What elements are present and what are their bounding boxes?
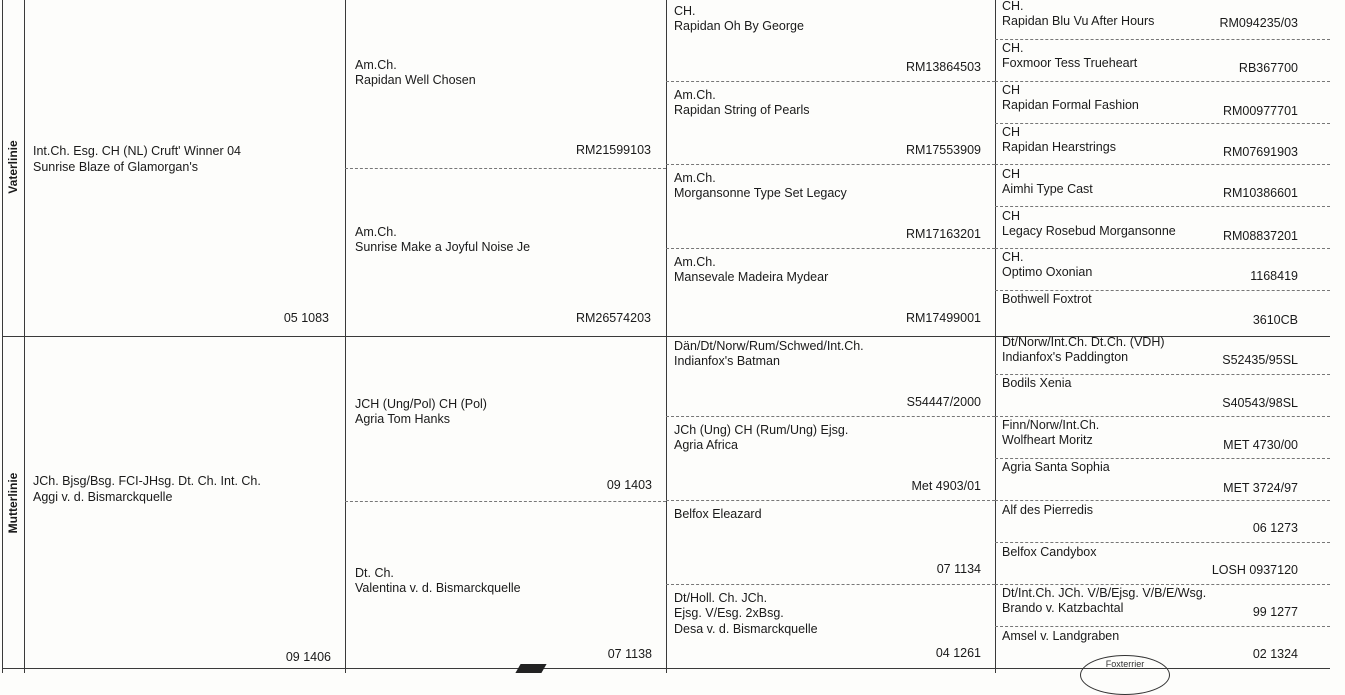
g4-name: Belfox Candybox (1002, 545, 1097, 559)
g2-cell (355, 169, 666, 336)
g4-name: Alf des Pierredis (1002, 503, 1094, 517)
g3-cell (674, 585, 995, 668)
g3-reg: 07 1134 (936, 562, 981, 576)
g3-cell (674, 501, 995, 584)
g4-cell (1002, 291, 1328, 336)
g4-reg: RM094235/03 (1219, 16, 1298, 30)
g3-reg: RM13864503 (905, 60, 981, 74)
g4-name: Indianfox's Paddington (1002, 350, 1129, 364)
g3-name: Agria Africa (674, 438, 738, 452)
g4-title: Dt/Norw/Int.Ch. Dt.Ch. (VDH) (1002, 335, 1165, 349)
g4-reg: 3610CB (1252, 313, 1298, 327)
g4-title: CH (1002, 125, 1021, 139)
g4-cell (1002, 337, 1328, 374)
g4-cell (1002, 543, 1328, 584)
g3-reg: Met 4903/01 (911, 479, 981, 493)
g4-title: CH. (1002, 250, 1024, 264)
g3-title: CH. (674, 4, 696, 18)
g4-reg: S52435/95SL (1222, 353, 1298, 367)
g1-reg: 09 1406 (285, 650, 331, 664)
g3-reg: RM17553909 (905, 143, 981, 157)
g3-title-2: Ejsg. V/Esg. 2xBsg. (674, 606, 784, 620)
g4-title: CH. (1002, 41, 1024, 55)
g2-name: Agria Tom Hanks (355, 412, 450, 426)
g4-name: Brando v. Katzbachtal (1002, 601, 1124, 615)
g4-reg: RM08837201 (1222, 229, 1298, 243)
g2-reg: RM21599103 (575, 143, 651, 157)
g2-title: Am.Ch. (355, 58, 397, 72)
g4-cell (1002, 459, 1328, 500)
g4-cell (1002, 249, 1328, 290)
g4-name: Wolfheart Moritz (1002, 433, 1093, 447)
g4-cell (1002, 40, 1328, 81)
g4-name: Optimo Oxonian (1002, 265, 1093, 279)
g2-reg: RM26574203 (575, 311, 651, 325)
g4-cell (1002, 585, 1328, 626)
g4-reg: RM10386601 (1222, 186, 1298, 200)
g4-reg: MET 3724/97 (1223, 481, 1298, 495)
g4-name: Bodils Xenia (1002, 376, 1072, 390)
g4-cell (1002, 417, 1328, 458)
g1-name: Sunrise Blaze of Glamorgan's (33, 160, 198, 174)
g2-title: Dt. Ch. (355, 566, 394, 580)
g2-title: JCH (Ung/Pol) CH (Pol) (355, 397, 487, 411)
side-label-mutterlinie: Mutterlinie (6, 472, 20, 534)
g1-reg: 05 1083 (283, 311, 329, 325)
g3-cell (674, 249, 995, 336)
g3-title: Dt/Holl. Ch. JCh. (674, 591, 768, 605)
g2-cell (355, 502, 666, 668)
g2-name: Valentina v. d. Bismarckquelle (355, 581, 521, 595)
g2-reg: 09 1403 (606, 478, 652, 492)
g2-cell (355, 0, 666, 168)
g2-cell (355, 337, 666, 501)
g4-cell (1002, 501, 1328, 542)
g3-name: Indianfox's Batman (674, 354, 780, 368)
g2-name: Sunrise Make a Joyful Noise Je (355, 240, 531, 254)
g4-name: Aimhi Type Cast (1002, 182, 1093, 196)
g4-reg: LOSH 0937120 (1211, 563, 1298, 577)
g1-cell (33, 0, 345, 336)
g3-title: Dän/Dt/Norw/Rum/Schwed/Int.Ch. (674, 339, 864, 353)
g4-reg: RB367700 (1238, 61, 1298, 75)
g3-name: Desa v. d. Bismarckquelle (674, 622, 818, 636)
g4-reg: RM07691903 (1222, 145, 1298, 159)
g4-name: Rapidan Formal Fashion (1002, 98, 1139, 112)
g4-reg: 06 1273 (1252, 521, 1298, 535)
side-label-vaterlinie: Vaterlinie (6, 140, 20, 194)
g3-name: Rapidan Oh By George (674, 19, 804, 33)
g3-cell (674, 0, 995, 81)
g3-reg: RM17163201 (905, 227, 981, 241)
g2-name: Rapidan Well Chosen (355, 73, 476, 87)
g3-title: Am.Ch. (674, 88, 716, 102)
g4-reg: 1168419 (1250, 269, 1298, 283)
g3-cell (674, 165, 995, 248)
scan-mark (515, 664, 546, 673)
g3-title: Am.Ch. (674, 255, 716, 269)
g4-cell (1002, 627, 1328, 668)
g4-name: Rapidan Blu Vu After Hours (1002, 14, 1155, 28)
g4-cell (1002, 82, 1328, 123)
g3-title: Am.Ch. (674, 171, 716, 185)
g2-reg: 07 1138 (607, 647, 652, 661)
g3-name: Mansevale Madeira Mydear (674, 270, 829, 284)
g4-reg: 99 1277 (1252, 605, 1298, 619)
g4-reg: RM00977701 (1222, 104, 1298, 118)
g3-name: Rapidan String of Pearls (674, 103, 810, 117)
g4-title: CH (1002, 209, 1021, 223)
g3-name: Morgansonne Type Set Legacy (674, 186, 847, 200)
g3-name: Belfox Eleazard (674, 507, 762, 521)
club-stamp: Foxterrier (1080, 655, 1170, 695)
g4-cell (1002, 165, 1328, 206)
g4-cell (1002, 207, 1328, 248)
g1-name: Aggi v. d. Bismarckquelle (33, 490, 173, 504)
g4-reg: S40543/98SL (1222, 396, 1298, 410)
g4-cell (1002, 375, 1328, 416)
g4-name: Agria Santa Sophia (1002, 460, 1110, 474)
g3-title: JCh (Ung) CH (Rum/Ung) Ejsg. (674, 423, 849, 437)
g3-reg: 04 1261 (935, 646, 981, 660)
g2-title: Am.Ch. (355, 225, 397, 239)
g4-cell (1002, 0, 1328, 39)
g3-cell (674, 82, 995, 164)
g4-title: CH (1002, 167, 1021, 181)
g1-title: Int.Ch. Esg. CH (NL) Cruft' Winner 04 (33, 144, 242, 158)
g4-title: CH (1002, 83, 1021, 97)
g4-title: Finn/Norw/Int.Ch. (1002, 418, 1100, 432)
g4-title: Dt/Int.Ch. JCh. V/B/Ejsg. V/B/E/Wsg. (1002, 586, 1207, 600)
g4-name: Amsel v. Landgraben (1002, 629, 1120, 643)
g3-cell (674, 337, 995, 416)
g4-title: CH. (1002, 0, 1024, 13)
g4-name: Bothwell Foxtrot (1002, 292, 1092, 306)
g3-reg: RM17499001 (905, 311, 981, 325)
g4-name: Rapidan Hearstrings (1002, 140, 1116, 154)
g1-title: JCh. Bjsg/Bsg. FCI-JHsg. Dt. Ch. Int. Ch. (33, 474, 261, 488)
g3-cell (674, 417, 995, 500)
g3-reg: S54447/2000 (906, 395, 981, 409)
g4-reg: 02 1324 (1252, 647, 1298, 661)
g4-name: Legacy Rosebud Morgansonne (1002, 224, 1176, 238)
g4-cell (1002, 124, 1328, 164)
g1-cell (33, 337, 345, 668)
g4-reg: MET 4730/00 (1223, 438, 1298, 452)
g4-name: Foxmoor Tess Trueheart (1002, 56, 1138, 70)
